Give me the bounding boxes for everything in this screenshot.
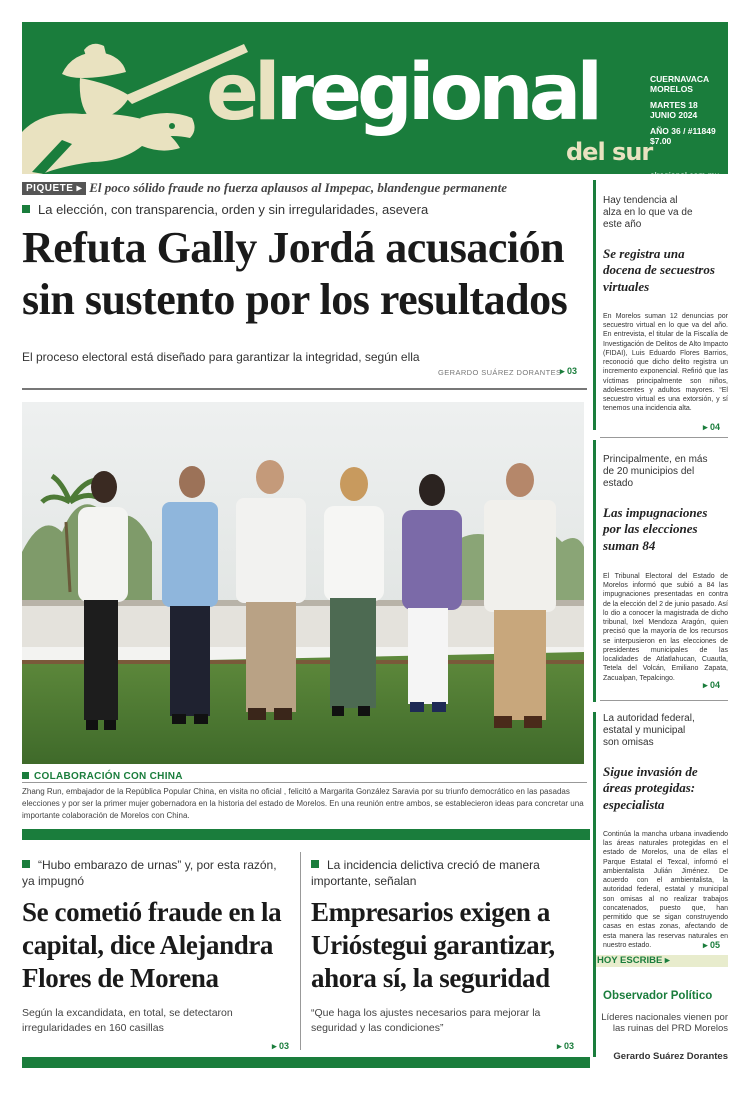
city: CUERNAVACA <box>650 74 710 84</box>
story-left-deck: Según la excandidata, en total, se detectaron irregularidades en 160 casillas <box>22 1007 233 1035</box>
masthead-info <box>650 74 726 180</box>
sidebar-body-3: Continúa la mancha urbana invadiendo las áreas naturales protegidas en el estado de Morelos, una de ellas el Parque Estatal el Texcal, informó el ambientalista Julián Jiménez. De acuerdo con el ambientalista, la autoridad federal, estatal y municipal son omisas al no realizar trabajos concatenados, puesto que, han permitido que se sigan construyendo casas en estas zonas, afectando de esta manera las reservas naturales en nuestro estado. <box>603 831 728 949</box>
date-line-1: MARTES 18 <box>650 100 698 111</box>
lead-byline: GERARDO SUÁREZ DORANTES <box>438 368 562 377</box>
hoy-escribe-label: HOY ESCRIBE ▸ <box>596 955 728 967</box>
price: $7.00 <box>650 136 672 147</box>
sidebar-page-ref-1[interactable]: ▸ 04 <box>703 422 721 432</box>
sidebar-accent-line <box>593 712 596 1057</box>
lead-page-ref[interactable]: ▸ 03 <box>560 366 578 376</box>
logo-subtitle: del sur <box>566 138 653 166</box>
caption-divider <box>22 782 587 783</box>
lead-kicker: La elección, con transparencia, orden y sin irregularidades, asevera <box>22 202 582 218</box>
sidebar-intro-3: La autoridad federal, estatal y municipal son omisas <box>603 713 695 748</box>
issue-number: AÑO 36 / #11849 <box>650 126 716 137</box>
story-right-page-ref[interactable]: ▸ 03 <box>557 1041 575 1051</box>
site-url[interactable]: elregional.com.mx <box>650 170 719 180</box>
bullet-square-icon <box>22 860 30 868</box>
lead-deck: El proceso electoral está diseñado para garantizar la integridad, según ella <box>22 350 420 364</box>
photo-caption-title: COLABORACIÓN CON CHINA <box>22 771 183 782</box>
bullet-square-icon <box>311 860 319 868</box>
story-left-kicker: “Hubo embarazo de urnas” y, por esta razón, ya impugnó <box>22 858 277 888</box>
piquete-label: PIQUETE ▸ <box>22 182 86 195</box>
column-teaser: Líderes nacionales vienen por las ruinas del PRD Morelos <box>601 1012 728 1035</box>
story-right-kicker: La incidencia delictiva creció de manera importante, señalan <box>311 858 540 888</box>
sidebar-intro-1: Hay tendencia al alza en lo que va de este año <box>603 195 693 230</box>
lead-headline[interactable] <box>22 222 587 326</box>
sidebar-intro-2: Principalmente, en más de 20 municipios del estado <box>603 454 708 489</box>
column-title[interactable]: Observador Político <box>603 990 713 1002</box>
state: MORELOS <box>650 84 693 95</box>
photo-caption: Zhang Run, embajador de la República Popular China, en visita no oficial , felicitó a Margarita González Saravia por su triunfo democrático en las pasadas elecciones y por ser la primer mujer gobernadora en la historia del estado de Morelos. En una reunión entre ambos, se establecieron ideas para concretar una importante colaboración de Morelos con China. <box>22 787 584 820</box>
story-left-headline[interactable]: Se cometió fraude en la capital, dice Alejandra Flores de Morena <box>22 897 282 993</box>
sidebar-accent-line <box>593 440 596 702</box>
sidebar-body-2: El Tribunal Electoral del Estado de Morelos informó que subió a 84 las impugnaciones presentadas en contra de la elección del 2 de junio pasado. Así lo dio a conocer la magistrada de dicho tribunal, Ixel Mendoza Aragón, quien precisó que la mayoría de los recursos se interpusieron en las elecciones de presidentes municipales de las localidades de Atlatlahucan, Cuautla, Tetela del Volcán, Emiliano Zapata, Zacualpan, Tepalcingo. <box>603 573 728 682</box>
green-divider-bar <box>22 829 590 840</box>
column-author: Gerardo Suárez Dorantes <box>613 1051 728 1062</box>
piquete-text: El poco sólido fraude no fuerza aplausos al Impepac, blandengue permanente <box>89 180 508 195</box>
sidebar-body-1: En Morelos suman 12 denuncias por secuestro virtual en lo que va del año. En entrevista, el titular de la Fiscalía de Investigación de Delitos de Alto Impacto (FIDAI), Luis Eduardo Flores Barrios, reconoció que dicho delito registra un incremento exponencial. Refirió que las víctimas principalmente son niños, adolescentes y adultos mayores. “El secuestro virtual es una extorsión, y sí tenemos una incidencia alta. <box>603 313 728 413</box>
sidebar-page-ref-2[interactable]: ▸ 04 <box>703 680 721 690</box>
sidebar-divider <box>600 437 728 438</box>
date-line-2: JUNIO 2024 <box>650 110 698 121</box>
green-bottom-bar <box>22 1057 590 1068</box>
lead-photo <box>22 402 584 764</box>
story-right-headline[interactable]: Empresarios exigen a Urióstegui garantizar, ahora sí, la seguridad <box>311 897 555 993</box>
sidebar-headline-3[interactable]: Sigue invasión de áreas protegidas: especialista <box>603 764 698 812</box>
logo-wordmark: elregional <box>206 48 599 138</box>
horseman-logo-icon <box>22 22 222 174</box>
story-left-page-ref[interactable]: ▸ 03 <box>272 1041 290 1051</box>
masthead <box>22 22 728 180</box>
sidebar-page-ref-3[interactable]: ▸ 05 <box>703 940 721 950</box>
lead-headline-line-2: sin sustento por los resultados <box>22 275 568 324</box>
column-divider <box>300 852 301 1050</box>
story-right-deck: “Que haga los ajustes necesarios para mejorar la seguridad y las condiciones” <box>311 1007 541 1035</box>
sidebar-divider <box>600 700 728 701</box>
sidebar-headline-1[interactable]: Se registra una docena de secuestros virtuales <box>603 246 715 294</box>
bullet-square-icon <box>22 205 30 213</box>
bullet-square-icon <box>22 772 29 779</box>
divider <box>22 388 587 390</box>
sidebar-accent-line <box>593 180 596 430</box>
lead-headline-line-1: Refuta Gally Jordá acusación <box>22 223 565 272</box>
sidebar-headline-2[interactable]: Las impugnaciones por las elecciones suman 84 <box>603 505 708 553</box>
piquete-strip <box>22 180 587 194</box>
